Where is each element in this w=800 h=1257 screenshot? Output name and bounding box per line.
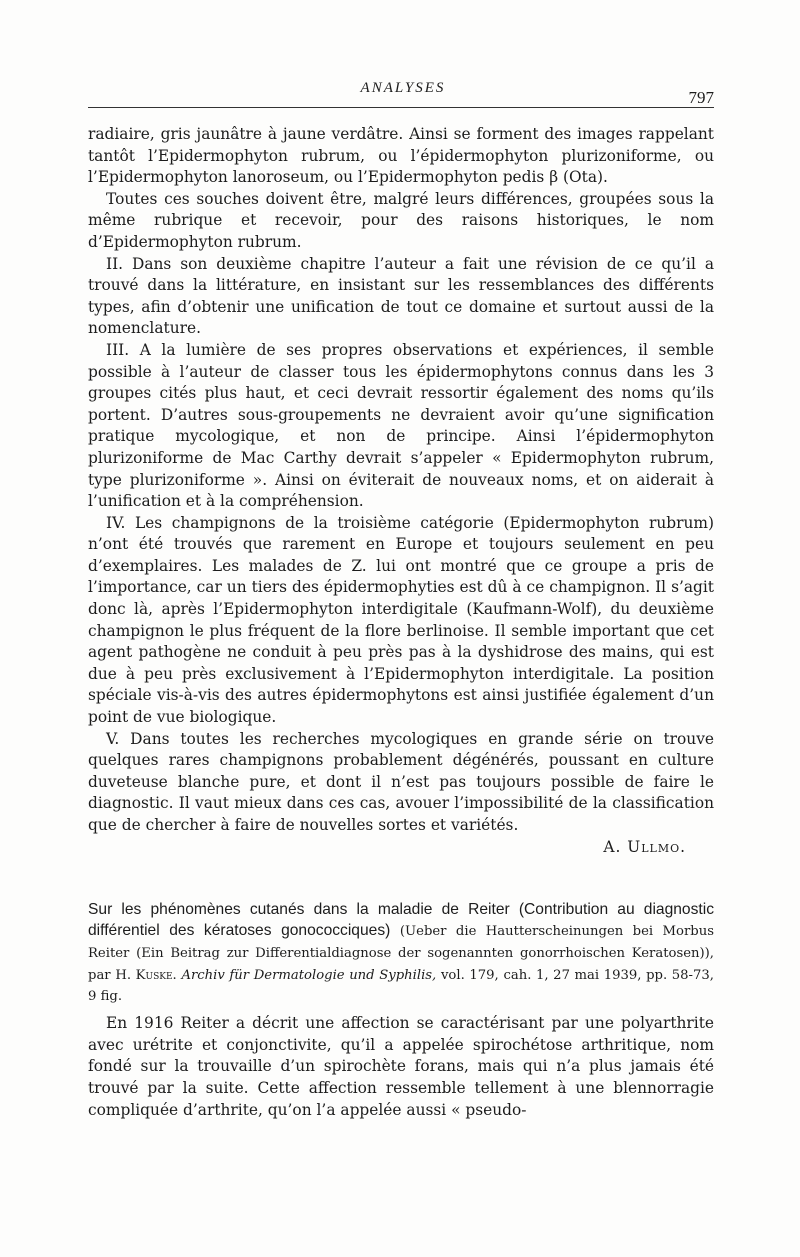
running-title: ANALYSES	[360, 80, 446, 96]
journal-volume: vol. 179,	[440, 967, 499, 983]
review-title-block	[88, 899, 714, 1007]
paragraph: V. Dans toutes les recherches mycologiques en grande série on trouve quelques rares champignons probablement dégénérés, poussant en culture duveteuse blanche pure, et dont il n’est pas toujours possible de faire le diagnostic. Il vaut mieux dans ces cas, avouer l’impossibilité de la classification que de chercher à faire de nouvelles sortes et variétés.	[88, 729, 714, 834]
header-rule	[88, 107, 714, 108]
paragraph: En 1916 Reiter a décrit une affection se caractérisant par une polyarthrite avec urétrite et conjonctivite, qu’il a appelée spirochétose arthritique, nom fondé sur la trouvaille d’un spirochète forans, mais qui n’a plus jamais été trouvé par la suite. Cette affection ressemble tellement à une blennorragie compliquée d’arthrite, qu’on l’a appelée aussi « pseudo-	[88, 1014, 714, 1119]
paragraph: IV. Les champignons de la troisième catégorie (Epidermophyton rubrum) n’ont été trouvés que rarement en Europe et toujours seulement en peu d’exemplaires. Les malades de Z. lui ont montré que ce groupe a pris de l’importance, car un tiers des épidermophyties est dû à ce champignon. Il s’agit donc là, après l’Epidermophyton interdigitale (Kaufmann-Wolf), du deuxième champignon le plus fréquent de la flore berlinoise. Il semble important que cet agent pathogène ne conduit à peu près pas à la dyshidrose des mains, qui est due à peu près exclusivement à l’Epidermophyton interdigitale. La position spéciale vis-à-vis des autres épidermophytons est ainsi justifiée également d’un point de vue biologique.	[88, 513, 714, 727]
paragraph: III. A la lumière de ses propres observations et expériences, il semble possible à l’auteur de classer tous les épidermophytons connus dans les 3 groupes cités plus haut, et ceci devrait ressortir également des noms qu’ils portent. D’autres sous-groupements ne devraient avoir qu’une signification pratique mycologique, et non de principe. Ainsi l’épidermophyton plurizoniforme de Mac Carthy devrait s’appeler « Epidermophyton rubrum, type plurizoniforme ». Ainsi on éviterait de nouveaux noms, et on aiderait à l’unification et à la compréhension.	[88, 340, 714, 511]
review-entry	[88, 899, 714, 1121]
review-author: H. Kuske.	[115, 967, 177, 983]
page-number: 797	[688, 88, 714, 107]
review-body	[88, 1013, 714, 1121]
journal-details: cah. 1, 27 mai 1939, pp. 58-73, 9 fig.	[88, 967, 714, 1005]
paragraph: II. Dans son deuxième chapitre l’auteur a fait une révision de ce qu’il a trouvé dans la littérature, en insistant sur les ressemblances des différents types, afin d’obtenir une unification de tout ce domaine et surtout aussi de la nomenclature.	[88, 254, 714, 338]
reviewer-signature: A. Ullmo.	[603, 837, 686, 856]
original-title: (Ueber die Hautterscheinungen bei Morbus Reiter (Ein Beitrag zur Differentialdiagnose der sogenannten gonorrhoischen Keratosen)), par	[88, 924, 714, 983]
review-continuation	[88, 124, 714, 858]
review-title: Sur les phénomènes cutanés dans la maladie de Reiter (Contribution au diagnostic différentiel des kératoses gonococciques)	[88, 901, 714, 939]
paragraph: radiaire, gris jaunâtre à jaune verdâtre. Ainsi se forment des images rappelant tantôt l’Epidermophyton rubrum, ou l’épidermophyton plurizoniforme, ou l’Epidermophyton lanoroseum, ou l’Epidermophyton pedis β (Ota).	[88, 125, 714, 187]
paragraph: Toutes ces souches doivent être, malgré leurs différences, groupées sous la même rubrique et recevoir, pour des raisons historiques, le nom d’Epidermophyton rubrum.	[88, 189, 714, 251]
journal-name: Archiv für Dermatologie und Syphilis,	[181, 967, 437, 983]
